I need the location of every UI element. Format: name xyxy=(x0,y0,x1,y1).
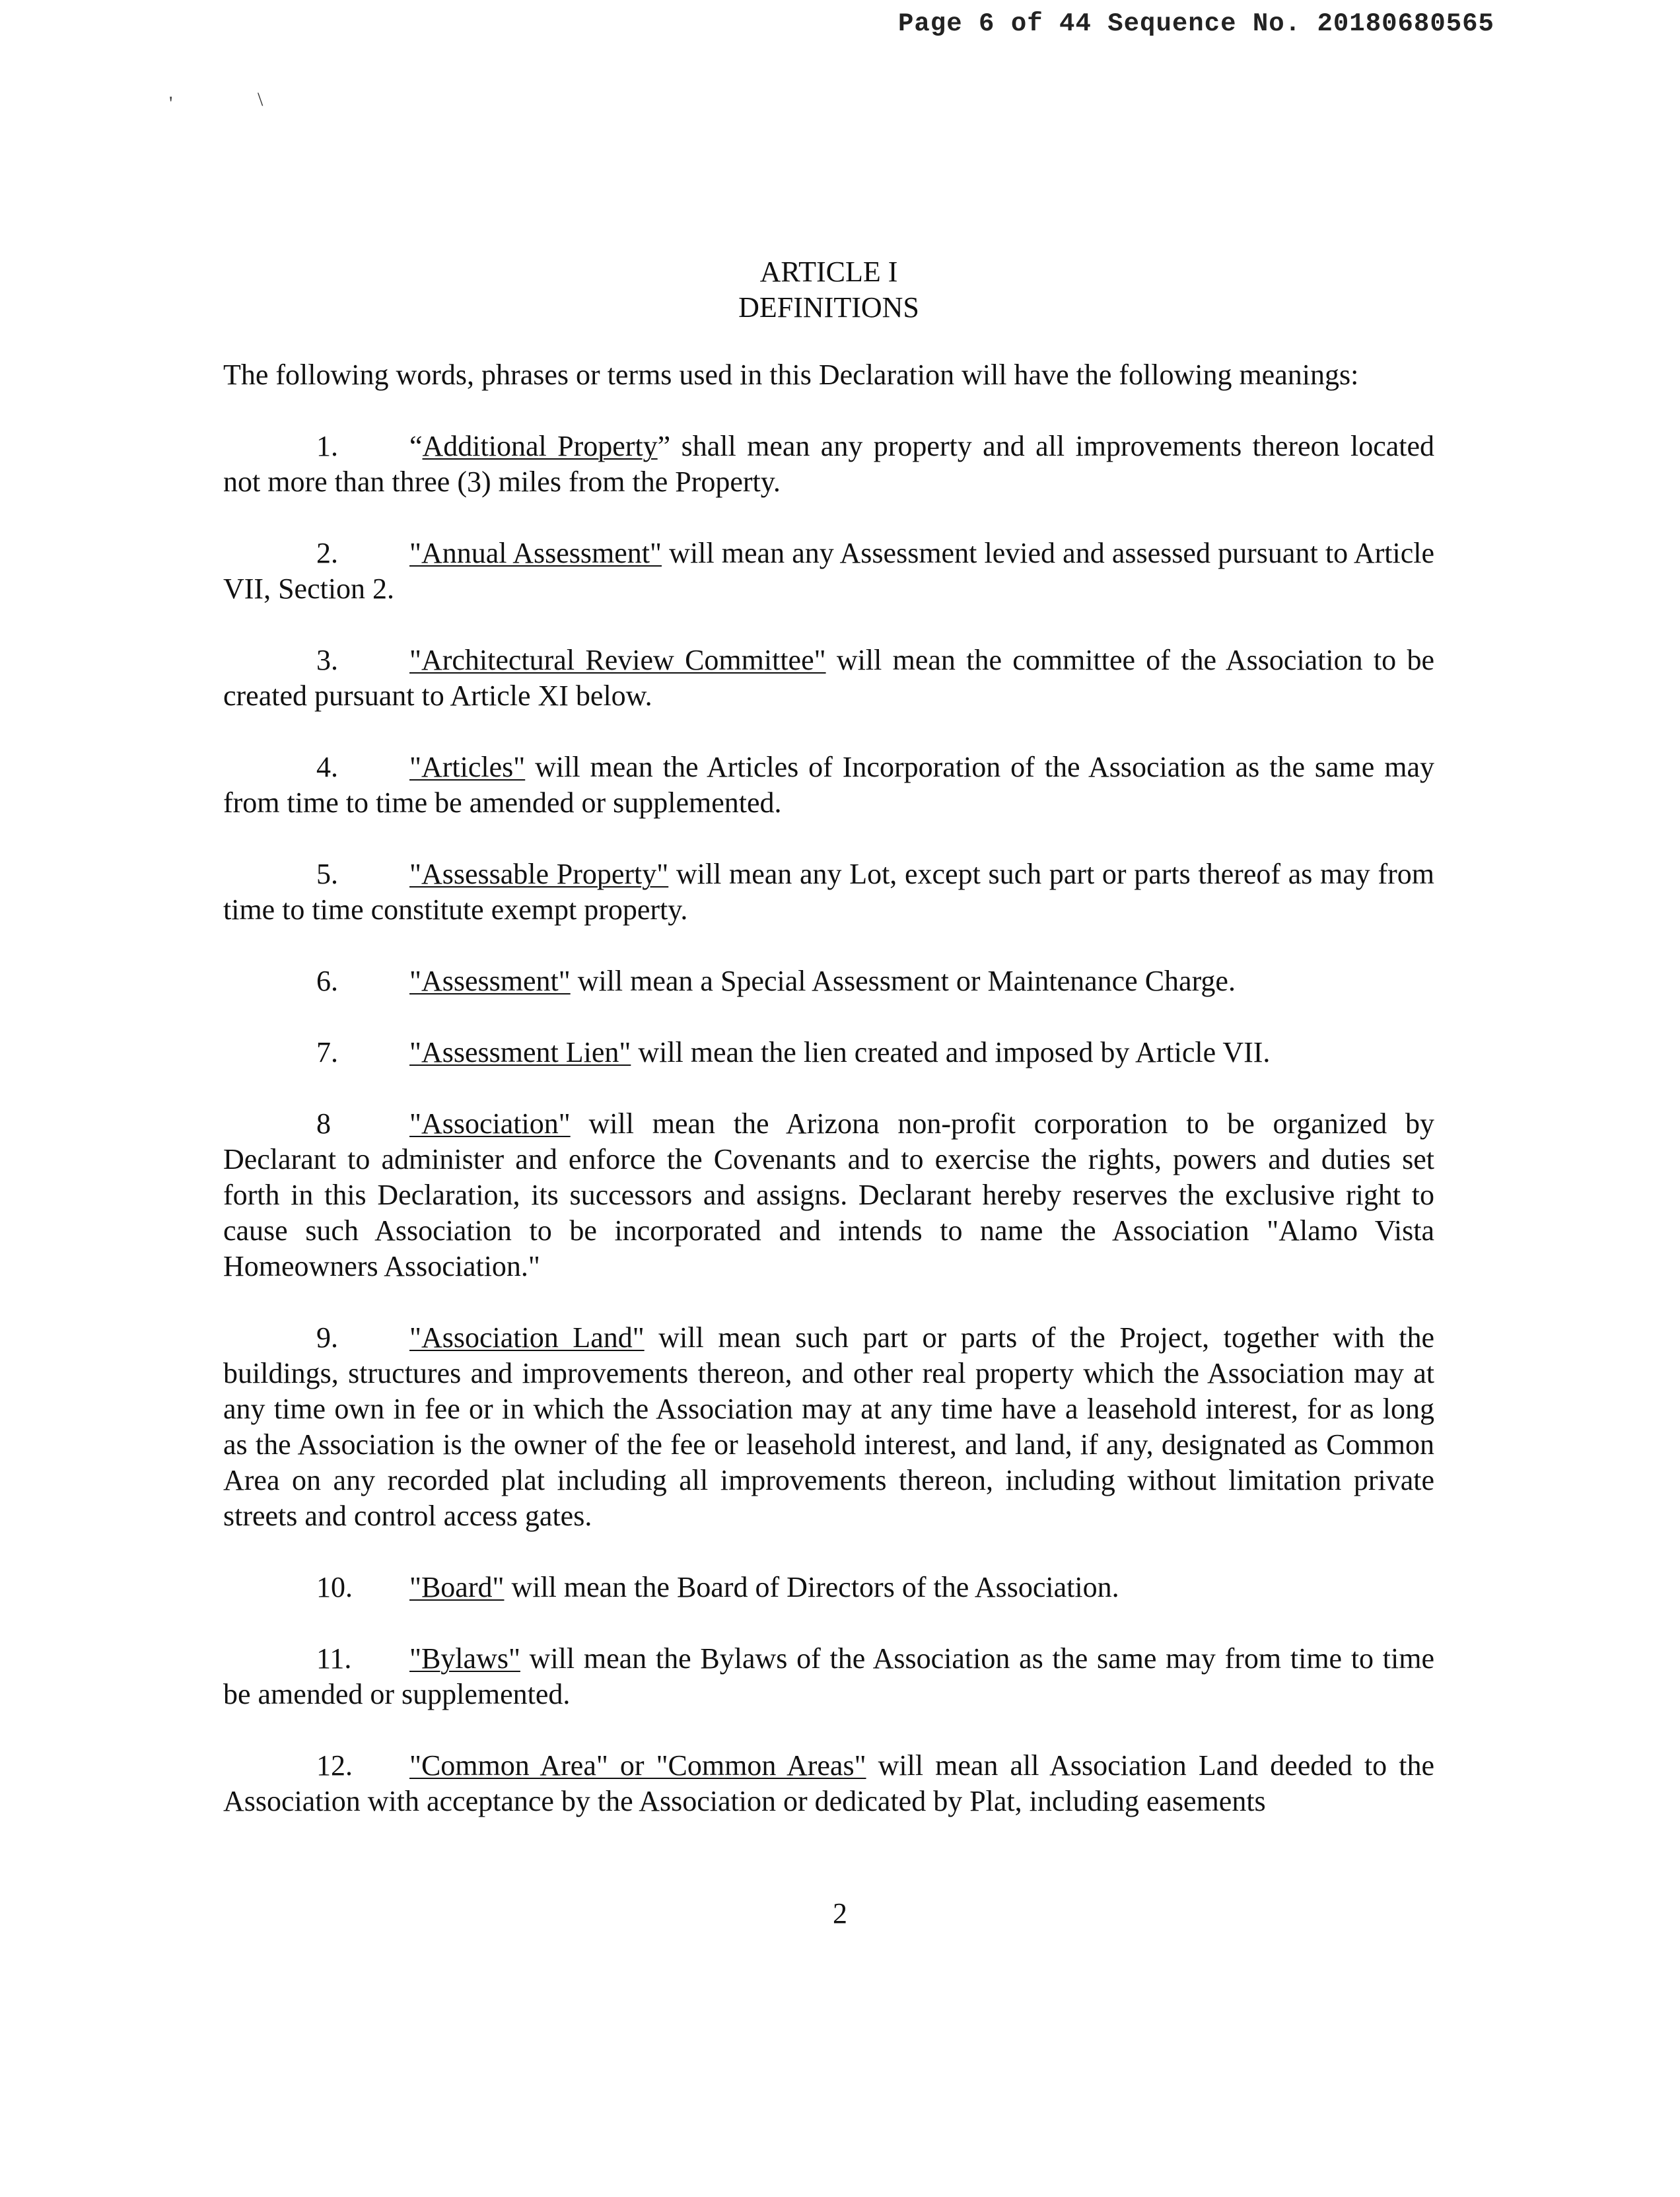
definition-item xyxy=(223,429,1434,500)
definition-term: "Assessment Lien" xyxy=(409,1036,631,1068)
definitions-list xyxy=(223,429,1434,1819)
definition-text: will mean any Assessment levied and assessed pursuant to Article VII, Section 2. xyxy=(223,537,1434,605)
definition-term: "Assessable Property" xyxy=(409,858,669,890)
definition-text: will mean the committee of the Association to be created pursuant to Article XI below. xyxy=(223,644,1435,712)
definition-text: will mean any Lot, except such part or parts thereof as may from time to time constitute exempt property. xyxy=(223,858,1434,926)
definition-term: "Common Area" or "Common Areas" xyxy=(409,1749,866,1782)
definition-text: will mean the lien created and imposed by Article VII. xyxy=(631,1036,1271,1068)
definition-text: will mean the Bylaws of the Association as the same may from time to time be amended or supplemented. xyxy=(223,1642,1434,1710)
definition-item xyxy=(223,1035,1434,1070)
definition-number: 10. xyxy=(316,1571,353,1603)
definition-number: 6. xyxy=(316,965,338,997)
definition-text: shall mean any property and all improvements thereon located not more than three (3) miles from the Property. xyxy=(223,430,1435,498)
definition-number: 4. xyxy=(316,751,338,783)
page-sequence-stamp: Page 6 of 44 Sequence No. 20180680565 xyxy=(898,9,1494,38)
definition-item xyxy=(223,963,1434,999)
definition-term: "Annual Assessment" xyxy=(409,537,662,569)
definition-item xyxy=(223,1570,1434,1605)
definition-item xyxy=(223,856,1434,928)
definition-text: will mean a Special Assessment or Maintenance Charge. xyxy=(570,965,1236,997)
definition-text: will mean the Articles of Incorporation of the Association as the same may from time to time be amended or supplemented. xyxy=(223,751,1434,819)
definition-open-quote: “ xyxy=(409,430,423,462)
definition-item xyxy=(223,1106,1434,1284)
definition-text: will mean the Arizona non-profit corporation to be organized by Declarant to administer and enforce the Covenants and to exercise the rights, powers and duties set forth in this Declaration, its successors and assigns. Declarant hereby reserves the exclusive right to cause such Association to be incorporated and intends to name the Association "Alamo Vista Homeowners Association." xyxy=(223,1107,1434,1282)
definition-close-quote: ” xyxy=(657,430,671,462)
page-number: 2 xyxy=(833,1897,847,1930)
definition-item xyxy=(223,1320,1434,1534)
definition-term: "Architectural Review Committee" xyxy=(409,644,826,676)
definition-term: "Assessment" xyxy=(409,965,571,997)
definition-item xyxy=(223,1748,1434,1819)
article-title: DEFINITIONS xyxy=(738,291,919,324)
definition-term: "Board" xyxy=(409,1571,505,1603)
definition-item xyxy=(223,1641,1434,1712)
definition-text: will mean the Board of Directors of the Association. xyxy=(504,1571,1119,1603)
definition-number: 11. xyxy=(316,1642,352,1675)
definition-term: "Bylaws" xyxy=(409,1642,520,1675)
definition-number: 8 xyxy=(316,1107,331,1140)
document-body xyxy=(223,254,1434,1819)
definition-number: 1. xyxy=(316,430,338,462)
article-number: ARTICLE I xyxy=(759,256,898,288)
definition-text: will mean such part or parts of the Project, together with the buildings, structures and improvements thereon, and other real property which the Association may at any time own in fee or in which the Association may at any time have a leasehold interest, for as long as the Association is the owner of the fee or leasehold interest, and land, if any, designated as Common Area on any recorded plat including all improvements thereon, including without limitation private streets and control access gates. xyxy=(223,1321,1434,1532)
definition-item xyxy=(223,643,1434,714)
definition-item xyxy=(223,536,1434,607)
definition-number: 9. xyxy=(316,1321,338,1354)
definition-number: 7. xyxy=(316,1036,338,1068)
definition-term: "Association Land" xyxy=(409,1321,645,1354)
definition-term: Additional Property xyxy=(422,430,658,462)
definition-number: 12. xyxy=(316,1749,353,1782)
definition-term: "Association" xyxy=(409,1107,571,1140)
intro-paragraph: The following words, phrases or terms used in this Declaration will have the following meanings: xyxy=(223,359,1359,391)
definition-item xyxy=(223,750,1434,821)
definition-number: 2. xyxy=(316,537,338,569)
definition-term: "Articles" xyxy=(409,751,526,783)
definition-text: will mean all Association Land deeded to the Association with acceptance by the Association or dedicated by Plat, including easements xyxy=(223,1749,1434,1817)
definition-number: 3. xyxy=(316,644,338,676)
definition-number: 5. xyxy=(316,858,338,890)
